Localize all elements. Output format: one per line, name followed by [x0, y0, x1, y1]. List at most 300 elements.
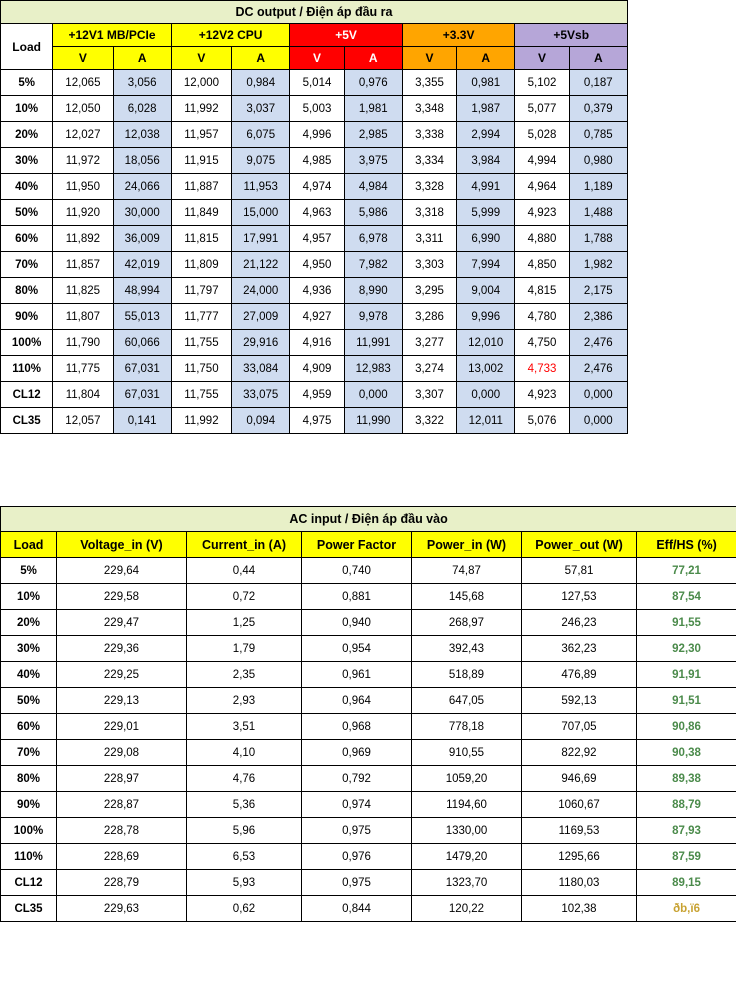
dc-load-value: 20% — [1, 122, 53, 148]
dc-cell: 2,476 — [569, 356, 627, 382]
dc-cell: 3,322 — [402, 408, 456, 434]
dc-cell: 11,797 — [171, 278, 231, 304]
ac-cell: 229,63 — [57, 896, 187, 922]
dc-cell: 11,950 — [53, 174, 113, 200]
ac-efficiency-value: 91,51 — [637, 688, 736, 714]
dc-cell: 11,992 — [171, 408, 231, 434]
dc-cell: 11,991 — [344, 330, 402, 356]
dc-cell: 12,983 — [344, 356, 402, 382]
dc-cell: 11,807 — [53, 304, 113, 330]
dc-cell: 1,982 — [569, 252, 627, 278]
dc-cell: 0,000 — [569, 408, 627, 434]
dc-cell: 3,318 — [402, 200, 456, 226]
ac-efficiency-value: ðb,ï6 — [637, 896, 736, 922]
ac-cell: 0,72 — [187, 584, 302, 610]
table-row — [1, 70, 628, 96]
ac-cell: 1180,03 — [522, 870, 637, 896]
dc-cell: 4,923 — [515, 200, 569, 226]
dc-load-value: 70% — [1, 252, 53, 278]
dc-cell: 17,991 — [232, 226, 290, 252]
ac-efficiency-value: 89,38 — [637, 766, 736, 792]
ac-cell: 0,964 — [302, 688, 412, 714]
rail-header-5v: +5V — [290, 24, 403, 47]
table-row — [1, 688, 736, 714]
rail-header-5vsb: +5Vsb — [515, 24, 628, 47]
ac-cell: 0,954 — [302, 636, 412, 662]
dc-cell: 4,991 — [457, 174, 515, 200]
ac-cell: 592,13 — [522, 688, 637, 714]
ac-cell: 1060,67 — [522, 792, 637, 818]
ac-cell: 229,08 — [57, 740, 187, 766]
table-row — [1, 714, 736, 740]
dc-cell: 4,909 — [290, 356, 344, 382]
ac-efficiency-value: 89,15 — [637, 870, 736, 896]
dc-cell: 4,750 — [515, 330, 569, 356]
table-row — [1, 174, 628, 200]
ac-cell: 229,47 — [57, 610, 187, 636]
ac-cell: 946,69 — [522, 766, 637, 792]
table-row — [1, 382, 628, 408]
ac-cell: 476,89 — [522, 662, 637, 688]
dc-cell: 33,075 — [232, 382, 290, 408]
ac-cell: 127,53 — [522, 584, 637, 610]
dc-cell: 5,076 — [515, 408, 569, 434]
ac-efficiency-value: 87,93 — [637, 818, 736, 844]
dc-cell: 6,990 — [457, 226, 515, 252]
ac-cell: 0,940 — [302, 610, 412, 636]
unit-a-5vsb: A — [569, 47, 627, 70]
table-row — [1, 330, 628, 356]
ac-col-power-factor: Power Factor — [302, 532, 412, 558]
ac-load-value: 20% — [1, 610, 57, 636]
ac-cell: 246,23 — [522, 610, 637, 636]
dc-cell: 9,978 — [344, 304, 402, 330]
table-row — [1, 662, 736, 688]
dc-unit-row — [1, 47, 628, 70]
ac-efficiency-value: 90,38 — [637, 740, 736, 766]
table-row — [1, 122, 628, 148]
ac-efficiency-value: 91,91 — [637, 662, 736, 688]
table-row — [1, 636, 736, 662]
dc-cell: 29,916 — [232, 330, 290, 356]
dc-cell: 11,755 — [171, 330, 231, 356]
ac-load-value: 10% — [1, 584, 57, 610]
dc-cell: 4,815 — [515, 278, 569, 304]
dc-cell: 9,996 — [457, 304, 515, 330]
dc-cell: 3,295 — [402, 278, 456, 304]
dc-cell: 4,974 — [290, 174, 344, 200]
dc-cell: 1,189 — [569, 174, 627, 200]
dc-cell: 15,000 — [232, 200, 290, 226]
dc-cell: 4,923 — [515, 382, 569, 408]
ac-efficiency-value: 87,59 — [637, 844, 736, 870]
ac-cell: 3,51 — [187, 714, 302, 740]
ac-cell: 229,36 — [57, 636, 187, 662]
unit-v-12v2: V — [171, 47, 231, 70]
table-row — [1, 584, 736, 610]
dc-cell: 67,031 — [113, 382, 171, 408]
ac-cell: 1,25 — [187, 610, 302, 636]
table-row — [1, 148, 628, 174]
dc-cell: 5,999 — [457, 200, 515, 226]
dc-cell: 3,311 — [402, 226, 456, 252]
dc-load-value: CL12 — [1, 382, 53, 408]
dc-cell: 6,028 — [113, 96, 171, 122]
dc-cell: 4,850 — [515, 252, 569, 278]
ac-cell: 0,968 — [302, 714, 412, 740]
dc-load-value: CL35 — [1, 408, 53, 434]
ac-load-value: 40% — [1, 662, 57, 688]
dc-cell: 67,031 — [113, 356, 171, 382]
table-row — [1, 818, 736, 844]
ac-efficiency-value: 87,54 — [637, 584, 736, 610]
ac-cell: 4,76 — [187, 766, 302, 792]
dc-cell: 11,892 — [53, 226, 113, 252]
table-row — [1, 356, 628, 382]
dc-cell: 11,915 — [171, 148, 231, 174]
dc-cell: 3,307 — [402, 382, 456, 408]
dc-cell: 0,976 — [344, 70, 402, 96]
ac-cell: 0,961 — [302, 662, 412, 688]
dc-cell: 1,788 — [569, 226, 627, 252]
unit-v-5v: V — [290, 47, 344, 70]
dc-cell: 9,004 — [457, 278, 515, 304]
table-row — [1, 766, 736, 792]
ac-input-table — [0, 506, 736, 922]
dc-cell: 2,476 — [569, 330, 627, 356]
dc-cell: 12,010 — [457, 330, 515, 356]
dc-cell: 3,334 — [402, 148, 456, 174]
ac-cell: 1059,20 — [412, 766, 522, 792]
dc-cell: 4,916 — [290, 330, 344, 356]
unit-a-3v3: A — [457, 47, 515, 70]
ac-load-value: 80% — [1, 766, 57, 792]
dc-cell: 3,975 — [344, 148, 402, 174]
table-row — [1, 610, 736, 636]
table-row — [1, 304, 628, 330]
ac-cell: 1295,66 — [522, 844, 637, 870]
dc-title-row — [1, 1, 628, 24]
dc-cell: 3,984 — [457, 148, 515, 174]
dc-cell: 11,809 — [171, 252, 231, 278]
dc-load-value: 100% — [1, 330, 53, 356]
dc-cell: 6,978 — [344, 226, 402, 252]
dc-cell: 11,920 — [53, 200, 113, 226]
table-row — [1, 740, 736, 766]
ac-cell: 707,05 — [522, 714, 637, 740]
ac-cell: 229,58 — [57, 584, 187, 610]
dc-cell: 5,986 — [344, 200, 402, 226]
ac-cell: 647,05 — [412, 688, 522, 714]
ac-cell: 0,844 — [302, 896, 412, 922]
ac-cell: 392,43 — [412, 636, 522, 662]
dc-cell: 24,066 — [113, 174, 171, 200]
dc-cell: 7,994 — [457, 252, 515, 278]
dc-load-value: 90% — [1, 304, 53, 330]
dc-cell: 12,057 — [53, 408, 113, 434]
ac-efficiency-value: 90,86 — [637, 714, 736, 740]
dc-cell: 0,141 — [113, 408, 171, 434]
dc-cell: 18,056 — [113, 148, 171, 174]
dc-cell: 2,985 — [344, 122, 402, 148]
ac-cell: 822,92 — [522, 740, 637, 766]
ac-cell: 145,68 — [412, 584, 522, 610]
ac-load-value: 100% — [1, 818, 57, 844]
dc-cell: 2,175 — [569, 278, 627, 304]
ac-cell: 5,93 — [187, 870, 302, 896]
dc-cell: 3,286 — [402, 304, 456, 330]
dc-cell: 4,985 — [290, 148, 344, 174]
ac-col-power-in: Power_in (W) — [412, 532, 522, 558]
dc-cell: 0,984 — [232, 70, 290, 96]
ac-load-value: 110% — [1, 844, 57, 870]
dc-cell: 21,122 — [232, 252, 290, 278]
dc-cell: 3,037 — [232, 96, 290, 122]
dc-cell: 7,982 — [344, 252, 402, 278]
unit-a-5v: A — [344, 47, 402, 70]
table-row — [1, 792, 736, 818]
table-row — [1, 844, 736, 870]
dc-load-value: 80% — [1, 278, 53, 304]
table-row — [1, 278, 628, 304]
dc-load-value: 60% — [1, 226, 53, 252]
ac-cell: 120,22 — [412, 896, 522, 922]
ac-efficiency-value: 77,21 — [637, 558, 736, 584]
dc-load-value: 110% — [1, 356, 53, 382]
table-row — [1, 896, 736, 922]
dc-cell: 3,328 — [402, 174, 456, 200]
dc-cell: 2,994 — [457, 122, 515, 148]
ac-load-value: CL12 — [1, 870, 57, 896]
dc-cell: 5,077 — [515, 96, 569, 122]
dc-cell: 5,003 — [290, 96, 344, 122]
dc-cell: 11,755 — [171, 382, 231, 408]
dc-cell: 11,953 — [232, 174, 290, 200]
table-row — [1, 408, 628, 434]
table-row — [1, 200, 628, 226]
ac-cell: 5,96 — [187, 818, 302, 844]
ac-cell: 102,38 — [522, 896, 637, 922]
dc-cell: 30,000 — [113, 200, 171, 226]
dc-cell: 48,994 — [113, 278, 171, 304]
dc-cell: 0,000 — [457, 382, 515, 408]
ac-load-value: 5% — [1, 558, 57, 584]
dc-cell: 0,981 — [457, 70, 515, 96]
dc-cell: 4,957 — [290, 226, 344, 252]
ac-cell: 228,97 — [57, 766, 187, 792]
table-row — [1, 252, 628, 278]
dc-cell: 11,825 — [53, 278, 113, 304]
dc-cell: 12,027 — [53, 122, 113, 148]
dc-cell: 13,002 — [457, 356, 515, 382]
ac-cell: 6,53 — [187, 844, 302, 870]
ac-cell: 362,23 — [522, 636, 637, 662]
dc-cell: 12,000 — [171, 70, 231, 96]
ac-cell: 778,18 — [412, 714, 522, 740]
dc-cell: 33,084 — [232, 356, 290, 382]
ac-cell: 0,974 — [302, 792, 412, 818]
ac-cell: 1,79 — [187, 636, 302, 662]
dc-cell: 11,815 — [171, 226, 231, 252]
ac-cell: 1323,70 — [412, 870, 522, 896]
ac-cell: 1194,60 — [412, 792, 522, 818]
dc-cell: 5,014 — [290, 70, 344, 96]
ac-cell: 0,975 — [302, 870, 412, 896]
ac-col-voltage-in: Voltage_in (V) — [57, 532, 187, 558]
ac-load-value: 70% — [1, 740, 57, 766]
dc-cell: 3,348 — [402, 96, 456, 122]
ac-col-load: Load — [1, 532, 57, 558]
ac-cell: 2,35 — [187, 662, 302, 688]
dc-cell: 1,981 — [344, 96, 402, 122]
dc-output-table — [0, 0, 628, 434]
dc-cell: 12,050 — [53, 96, 113, 122]
ac-cell: 0,969 — [302, 740, 412, 766]
dc-cell: 8,990 — [344, 278, 402, 304]
dc-cell: 4,975 — [290, 408, 344, 434]
ac-cell: 0,740 — [302, 558, 412, 584]
dc-cell: 4,780 — [515, 304, 569, 330]
dc-cell: 12,038 — [113, 122, 171, 148]
dc-cell: 55,013 — [113, 304, 171, 330]
dc-cell: 4,994 — [515, 148, 569, 174]
dc-cell: 0,000 — [569, 382, 627, 408]
table-row — [1, 558, 736, 584]
dc-cell: 9,075 — [232, 148, 290, 174]
ac-cell: 0,976 — [302, 844, 412, 870]
dc-cell: 0,187 — [569, 70, 627, 96]
ac-cell: 228,78 — [57, 818, 187, 844]
dc-cell: 11,849 — [171, 200, 231, 226]
dc-cell: 11,804 — [53, 382, 113, 408]
dc-cell: 2,386 — [569, 304, 627, 330]
dc-cell: 1,488 — [569, 200, 627, 226]
ac-cell: 1330,00 — [412, 818, 522, 844]
ac-cell: 910,55 — [412, 740, 522, 766]
dc-cell: 3,355 — [402, 70, 456, 96]
ac-cell: 57,81 — [522, 558, 637, 584]
dc-cell: 11,990 — [344, 408, 402, 434]
ac-efficiency-value: 91,55 — [637, 610, 736, 636]
dc-cell: 4,880 — [515, 226, 569, 252]
dc-cell: 4,950 — [290, 252, 344, 278]
dc-cell: 11,775 — [53, 356, 113, 382]
dc-cell: 4,959 — [290, 382, 344, 408]
unit-v-5vsb: V — [515, 47, 569, 70]
dc-cell: 11,857 — [53, 252, 113, 278]
dc-cell: 4,964 — [515, 174, 569, 200]
dc-cell: 11,887 — [171, 174, 231, 200]
dc-cell: 0,379 — [569, 96, 627, 122]
ac-cell: 228,69 — [57, 844, 187, 870]
ac-load-value: CL35 — [1, 896, 57, 922]
dc-cell: 4,927 — [290, 304, 344, 330]
dc-cell: 4,984 — [344, 174, 402, 200]
unit-a-12v1: A — [113, 47, 171, 70]
table-row — [1, 96, 628, 122]
rail-header-3v3: +3.3V — [402, 24, 515, 47]
ac-cell: 2,93 — [187, 688, 302, 714]
dc-cell: 6,075 — [232, 122, 290, 148]
dc-cell: 11,790 — [53, 330, 113, 356]
dc-cell: 0,094 — [232, 408, 290, 434]
dc-cell: 42,019 — [113, 252, 171, 278]
dc-load-value: 50% — [1, 200, 53, 226]
ac-cell: 1169,53 — [522, 818, 637, 844]
ac-cell: 228,79 — [57, 870, 187, 896]
ac-cell: 4,10 — [187, 740, 302, 766]
dc-cell: 11,992 — [171, 96, 231, 122]
dc-cell: 4,936 — [290, 278, 344, 304]
ac-cell: 518,89 — [412, 662, 522, 688]
ac-cell: 1479,20 — [412, 844, 522, 870]
dc-cell: 11,777 — [171, 304, 231, 330]
dc-cell: 3,338 — [402, 122, 456, 148]
ac-efficiency-value: 92,30 — [637, 636, 736, 662]
dc-cell: 4,996 — [290, 122, 344, 148]
dc-load-value: 30% — [1, 148, 53, 174]
dc-cell: 5,102 — [515, 70, 569, 96]
dc-cell: 1,987 — [457, 96, 515, 122]
ac-load-value: 50% — [1, 688, 57, 714]
dc-cell: 11,750 — [171, 356, 231, 382]
ac-cell: 74,87 — [412, 558, 522, 584]
ac-title-row — [1, 507, 736, 532]
ac-load-value: 90% — [1, 792, 57, 818]
ac-title: AC input / Điện áp đầu vào — [1, 507, 736, 532]
dc-load-value: 40% — [1, 174, 53, 200]
unit-v-12v1: V — [53, 47, 113, 70]
dc-cell: 3,303 — [402, 252, 456, 278]
ac-col-eff: Eff/HS (%) — [637, 532, 736, 558]
rail-header-12v1: +12V1 MB/PCIe — [53, 24, 172, 47]
dc-cell: 5,028 — [515, 122, 569, 148]
dc-cell: 11,972 — [53, 148, 113, 174]
dc-rail-row — [1, 24, 628, 47]
rail-header-12v2: +12V2 CPU — [171, 24, 290, 47]
ac-cell: 0,44 — [187, 558, 302, 584]
dc-cell: 4,963 — [290, 200, 344, 226]
ac-load-value: 60% — [1, 714, 57, 740]
ac-cell: 229,25 — [57, 662, 187, 688]
dc-cell: 24,000 — [232, 278, 290, 304]
blank-area — [628, 0, 736, 506]
dc-cell: 4,733 — [515, 356, 569, 382]
dc-cell: 0,000 — [344, 382, 402, 408]
ac-cell: 0,975 — [302, 818, 412, 844]
dc-cell: 11,957 — [171, 122, 231, 148]
dc-cell: 3,274 — [402, 356, 456, 382]
ac-header-row — [1, 532, 736, 558]
ac-cell: 229,13 — [57, 688, 187, 714]
dc-load-value: 10% — [1, 96, 53, 122]
dc-cell: 12,011 — [457, 408, 515, 434]
ac-cell: 228,87 — [57, 792, 187, 818]
ac-cell: 229,01 — [57, 714, 187, 740]
dc-cell: 60,066 — [113, 330, 171, 356]
dc-cell: 0,980 — [569, 148, 627, 174]
table-row — [1, 226, 628, 252]
dc-cell: 27,009 — [232, 304, 290, 330]
dc-cell: 3,056 — [113, 70, 171, 96]
ac-efficiency-value: 88,79 — [637, 792, 736, 818]
ac-cell: 0,881 — [302, 584, 412, 610]
ac-load-value: 30% — [1, 636, 57, 662]
dc-cell: 12,065 — [53, 70, 113, 96]
unit-a-12v2: A — [232, 47, 290, 70]
ac-cell: 229,64 — [57, 558, 187, 584]
dc-load-header: Load — [1, 24, 53, 70]
